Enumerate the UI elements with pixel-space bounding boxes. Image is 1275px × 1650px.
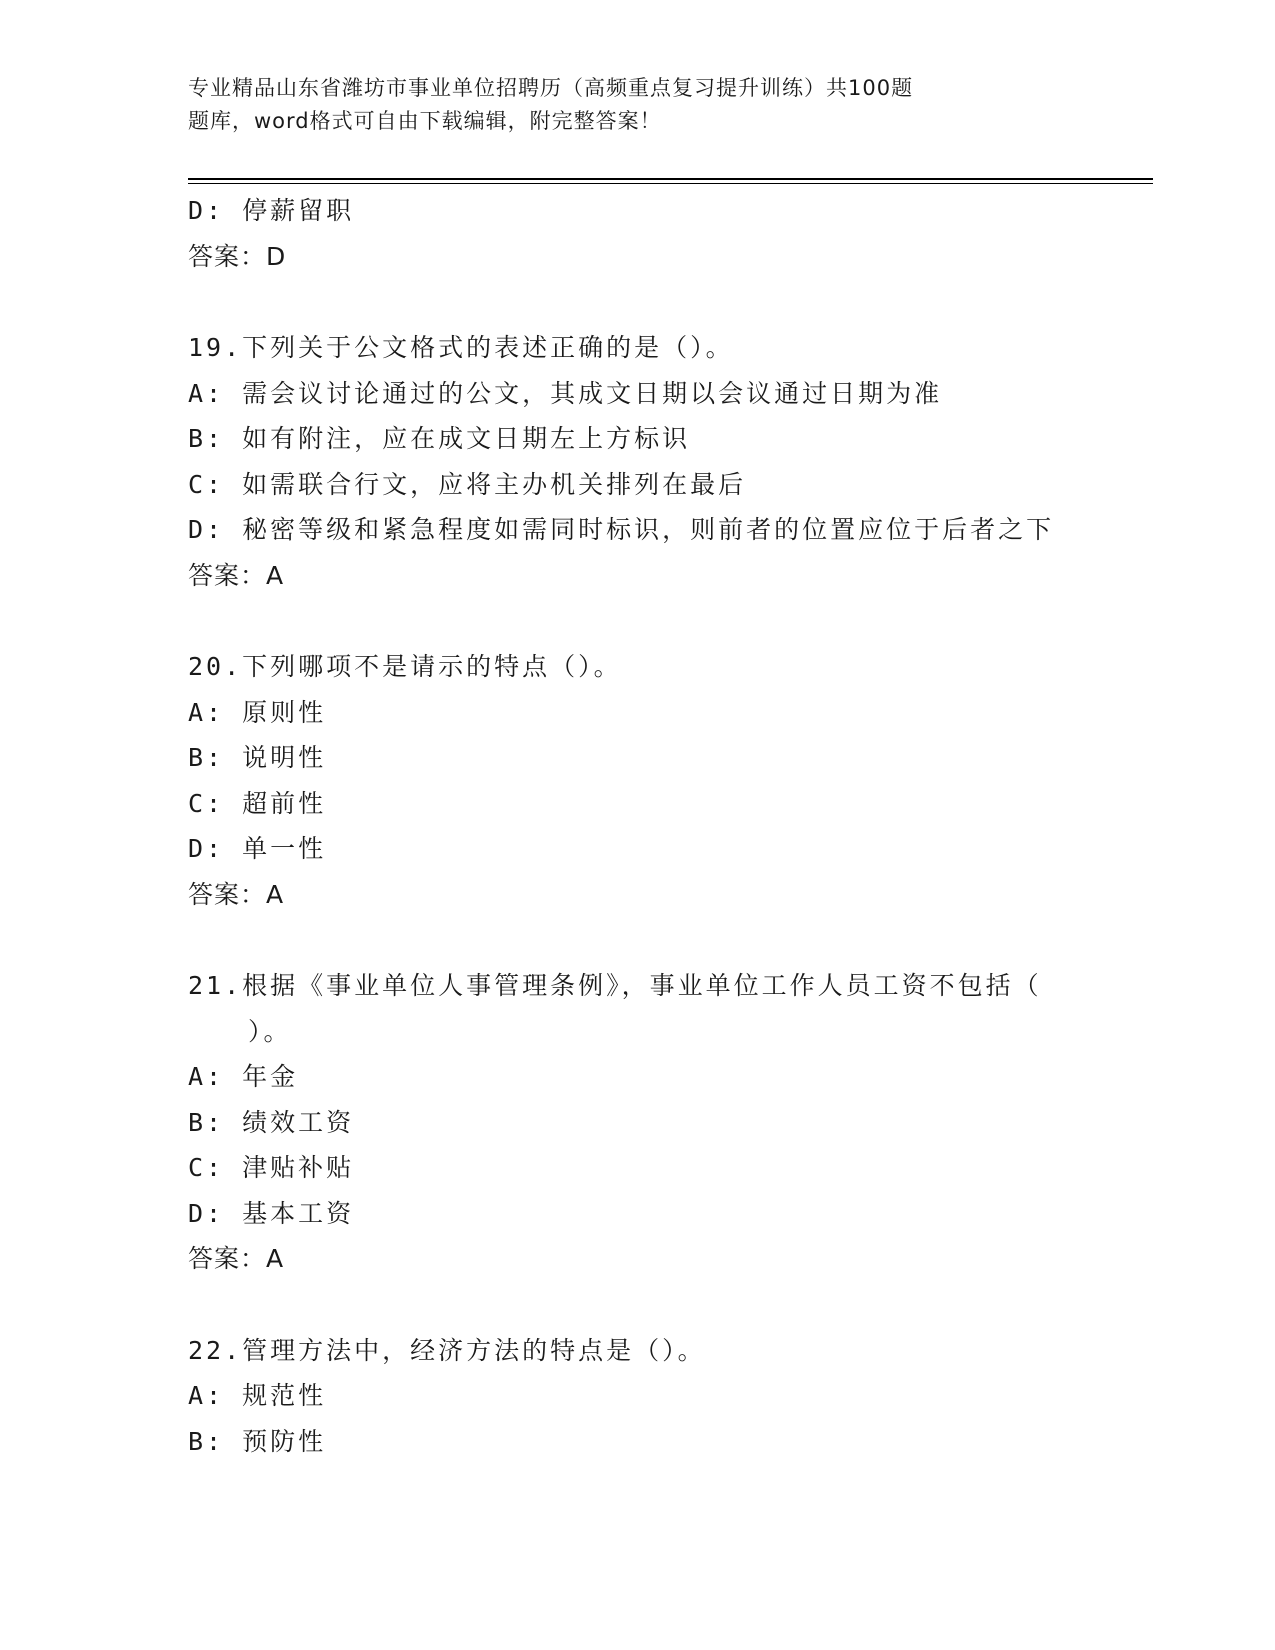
option-c: C: 超前性 [188, 788, 327, 818]
prev-answer: 答案：D [188, 241, 287, 271]
option-b: B: 如有附注，应在成文日期左上方标识 [188, 424, 691, 453]
header-line-1: 专业精品山东省潍坊市事业单位招聘历（高频重点复习提升训练）共100题 [188, 76, 914, 100]
header-line-2: 题库，word格式可自由下载编辑，附完整答案！ [188, 109, 662, 133]
answer: 答案：A [188, 560, 285, 590]
question-22 [188, 1328, 1148, 1465]
option-a: A: 年金 [188, 1062, 299, 1091]
document-header [188, 72, 1048, 138]
option-b: B: 说明性 [188, 743, 327, 772]
answer: 答案：A [188, 1244, 285, 1273]
header-divider-thin [188, 183, 1153, 184]
option-b: B: 预防性 [188, 1426, 327, 1456]
option-d: D: 单一性 [188, 834, 327, 863]
question-19 [188, 325, 1148, 598]
option-a: A: 原则性 [188, 697, 327, 727]
question-stem: 20.下列哪项不是请示的特点（）。 [188, 652, 622, 681]
question-21 [188, 963, 1148, 1282]
prev-option-d: D: 停薪留职 [188, 196, 355, 225]
question-stem: 21.根据《事业单位人事管理条例》，事业单位工作人员工资不包括（ [188, 971, 1042, 1000]
option-d: D: 秘密等级和紧急程度如需同时标识，则前者的位置应位于后者之下 [188, 515, 1055, 544]
question-stem: 22.管理方法中，经济方法的特点是（）。 [188, 1335, 706, 1365]
option-a: A: 规范性 [188, 1381, 327, 1410]
question-list [188, 188, 1148, 1464]
option-c: C: 津贴补贴 [188, 1153, 355, 1182]
header-divider-thick [188, 178, 1153, 180]
option-a: A: 需会议讨论通过的公文，其成文日期以会议通过日期为准 [188, 378, 943, 408]
answer: 答案：A [188, 879, 285, 909]
question-20 [188, 644, 1148, 917]
question-stem: 19.下列关于公文格式的表述正确的是（）。 [188, 333, 734, 362]
question-stem-continued: ）。 [248, 1016, 292, 1046]
option-d: D: 基本工资 [188, 1198, 355, 1228]
option-c: C: 如需联合行文，应将主办机关排列在最后 [188, 469, 747, 499]
option-b: B: 绩效工资 [188, 1107, 355, 1137]
